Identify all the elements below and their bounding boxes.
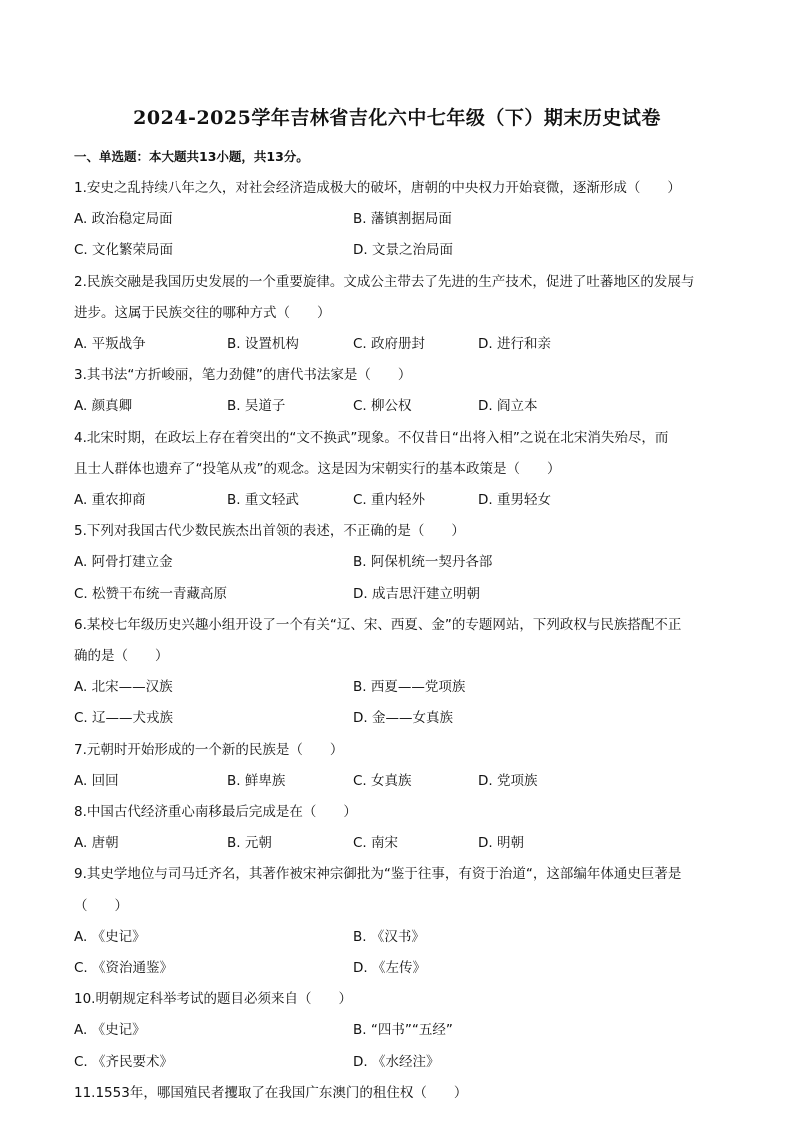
question-7-text: 7.元朝时开始形成的一个新的民族是（ ） (74, 741, 344, 758)
question-2-option-D: D. 进行和亲 (478, 336, 551, 352)
question-9-option-D: D. 《左传》 (353, 960, 426, 976)
question-5-option-B: B. 阿保机统一契丹各部 (353, 554, 493, 571)
question-6-text: 确的是（ ） (74, 648, 169, 664)
question-1-option-C: C. 文化繁荣局面 (74, 242, 174, 259)
question-8-option-A: A. 唐朝 (74, 835, 119, 852)
question-9-text: 9.其史学地位与司马迁齐名，其著作被宋神宗御批为“鉴于往事，有资于治道“，这部编年体通史巨著是 (74, 866, 682, 883)
question-7-option-D: D. 党项族 (478, 772, 538, 789)
question-6-option-C: C. 辽——犬戎族 (74, 710, 174, 727)
question-3-option-B: B. 吴道子 (227, 398, 286, 415)
question-6-text: 6.某校七年级历史兴趣小组开设了一个有关“辽、宋、西夏、金”的专题网站，下列政权与民族搭配不正 (74, 616, 682, 633)
question-1-text: 1.安史之乱持续八年之久，对社会经济造成极大的破坏，唐朝的中央权力开始衰微，逐渐形成（ ） (74, 180, 681, 196)
question-5-option-D: D. 成吉思汗建立明朝 (353, 585, 480, 602)
question-2-option-C: C. 政府册封 (353, 336, 426, 352)
question-4-option-B: B. 重文轻武 (227, 492, 299, 508)
question-2-option-A: A. 平叛战争 (74, 336, 146, 352)
question-10-option-C: C. 《齐民要术》 (74, 1053, 174, 1070)
question-4-option-C: C. 重内轻外 (353, 492, 426, 508)
question-7-option-A: A. 回回 (74, 772, 119, 789)
question-4-option-A: A. 重农抑商 (74, 492, 146, 508)
question-2-text: 2.民族交融是我国历史发展的一个重要旋律。文成公主带去了先进的生产技术，促进了吐蕃地区的发展与 (74, 273, 695, 290)
question-10-option-D: D. 《水经注》 (353, 1053, 440, 1070)
question-1-option-A: A. 政治稳定局面 (74, 211, 173, 228)
question-9-option-B: B. 《汉书》 (353, 928, 425, 945)
question-3-option-D: D. 阎立本 (478, 398, 538, 415)
question-1-option-D: D. 文景之治局面 (353, 242, 453, 259)
question-7-option-C: C. 女真族 (353, 772, 412, 789)
question-9-text: （ ） (74, 897, 128, 914)
question-5-text: 5.下列对我国古代少数民族杰出首领的表述，不正确的是（ ） (74, 523, 465, 540)
question-4-text: 且士人群体也遗弃了“投笔从戎”的观念。这是因为宋朝实行的基本政策是（ ） (74, 460, 561, 477)
question-9-option-A: A. 《史记》 (74, 928, 146, 945)
section-heading: 一、单选题：本大题共13小题，共13分。 (74, 149, 309, 164)
question-8-text: 8.中国古代经济重心南移最后完成是在（ ） (74, 804, 357, 820)
question-1-option-B: B. 藩镇割据局面 (353, 211, 452, 228)
question-8-option-C: C. 南宋 (353, 835, 399, 852)
question-10-option-B: B. “四书”“五经” (353, 1022, 453, 1039)
question-4-text: 4.北宋时期，在政坛上存在着突出的“文不换武”现象。不仅昔日“出将入相”之说在北宋消失殆尽，而 (74, 429, 669, 446)
question-3-text: 3.其书法“方折峻丽，笔力劲健”的唐代书法家是（ ） (74, 367, 412, 384)
question-6-option-D: D. 金——女真族 (353, 710, 453, 727)
question-8-option-D: D. 明朝 (478, 835, 524, 852)
question-9-option-C: C. 《资治通鉴》 (74, 960, 174, 976)
question-11-text: 11.1553年，哪国殖民者攫取了在我国广东澳门的租住权（ ） (74, 1084, 468, 1101)
question-3-option-C: C. 柳公权 (353, 398, 412, 415)
question-2-text: 进步。这属于民族交往的哪种方式（ ） (74, 304, 331, 321)
question-4-option-D: D. 重男轻女 (478, 492, 551, 508)
question-3-option-A: A. 颜真卿 (74, 398, 133, 415)
question-10-option-A: A. 《史记》 (74, 1022, 146, 1039)
question-6-option-B: B. 西夏——党项族 (353, 679, 466, 696)
question-10-text: 10.明朝规定科举考试的题目必须来自（ ） (74, 991, 352, 1008)
question-5-option-A: A. 阿骨打建立金 (74, 554, 173, 571)
question-2-option-B: B. 设置机构 (227, 336, 299, 352)
question-5-option-C: C. 松赞干布统一青藏高原 (74, 585, 228, 602)
page-title: 2024-2025学年吉林省吉化六中七年级（下）期末历史试卷 (133, 107, 661, 129)
question-7-option-B: B. 鲜卑族 (227, 772, 286, 789)
question-8-option-B: B. 元朝 (227, 835, 272, 852)
question-6-option-A: A. 北宋——汉族 (74, 679, 173, 696)
